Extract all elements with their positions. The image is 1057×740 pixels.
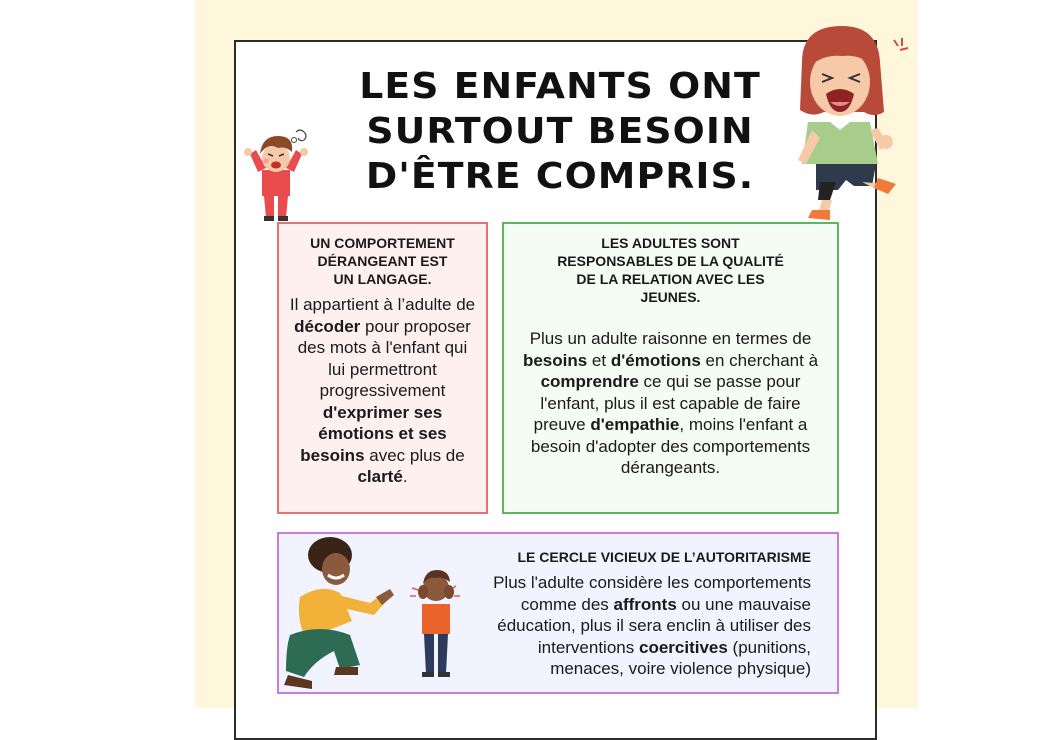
heading-line: UN LANGAGE.	[333, 271, 432, 287]
body-bold: affronts	[613, 594, 677, 614]
body-text: et	[587, 350, 611, 370]
body-text: , moins l'enfant a besoin d'adopter des comportements dérangeants.	[530, 415, 811, 477]
title-line-3: D'ÊTRE COMPRIS.	[365, 156, 755, 197]
card-purple-body	[469, 572, 811, 680]
heading-line: RESPONSABLES DE LA QUALITÉ	[557, 253, 784, 269]
heading-line: DÉRANGEANT EST	[317, 253, 448, 269]
card-green-heading	[518, 234, 823, 306]
poster-title	[287, 64, 833, 199]
body-bold: d'émotions	[610, 350, 701, 370]
adult-crouching-icon	[280, 535, 400, 693]
body-text: Plus l'adulte considère les comportements comme des	[493, 573, 811, 614]
body-bold: besoins	[522, 350, 588, 370]
title-line-1: LES ENFANTS ONT	[359, 66, 761, 107]
body-text: ou une mauvaise éducation, plus il sera enclin à utiliser des interventions	[497, 594, 811, 657]
body-bold: décoder	[294, 316, 361, 336]
body-bold: d'empathie	[590, 415, 680, 434]
body-bold: clarté	[357, 467, 403, 486]
heading-line: DE LA RELATION AVEC LES	[576, 271, 765, 287]
title-line-2: SURTOUT BESOIN	[366, 111, 754, 152]
body-text: Plus un adulte raisonne en termes de	[529, 329, 812, 348]
body-text: ce qui se passe pour l'enfant, plus il est capable de faire preuve	[533, 372, 801, 434]
card-red-heading	[287, 234, 478, 288]
body-text: Il appartient à l’adulte de	[289, 295, 476, 314]
body-text: en cherchant à	[700, 350, 819, 370]
child-covering-ears-icon	[408, 568, 464, 680]
heading-line: LES ADULTES SONT	[601, 235, 740, 251]
card-green-body	[518, 328, 823, 479]
body-text: avec plus de	[364, 445, 465, 465]
heading-line: JEUNES.	[640, 289, 701, 305]
heading-line: UN COMPORTEMENT	[310, 235, 455, 251]
angry-boy-icon	[236, 124, 316, 224]
body-text: pour proposer des mots à l'enfant qui lui permettront progressivement	[297, 316, 471, 400]
body-text: (punitions, menaces, voire violence physique)	[550, 637, 811, 678]
card-red-body	[287, 294, 478, 488]
card-disruptive-behavior	[277, 222, 488, 514]
body-bold: d'exprimer ses émotions et ses besoins	[300, 402, 447, 465]
body-text: .	[402, 467, 408, 486]
body-bold: comprendre	[540, 372, 639, 391]
card-purple-heading: LE CERCLE VICIEUX DE L’AUTORITARISME	[517, 549, 811, 565]
angry-girl-icon	[782, 22, 917, 222]
body-bold: coercitives	[638, 637, 728, 657]
card-adult-responsibility	[502, 222, 839, 514]
